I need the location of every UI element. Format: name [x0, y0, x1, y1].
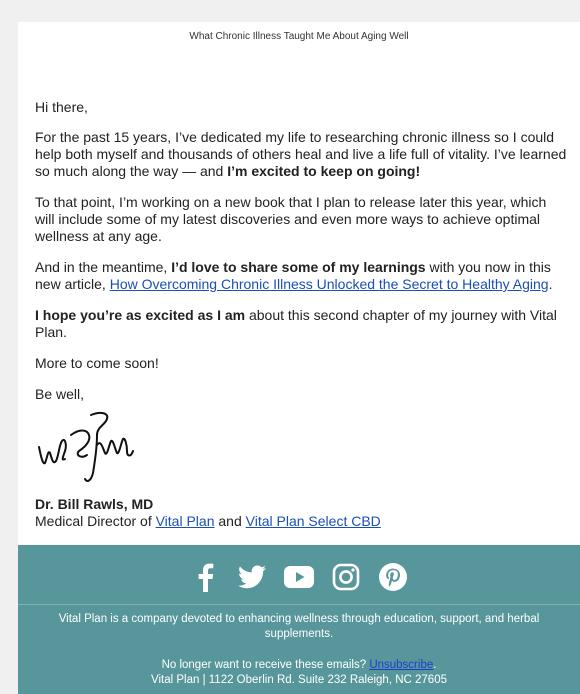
paragraph-intro-bold: I’m excited to keep on going!	[227, 163, 421, 179]
paragraph-chapter-text: about this second chapter of my journey with Vital Plan.	[35, 307, 557, 340]
sender-role-prefix: Medical Director of	[35, 513, 156, 529]
email-footer	[18, 545, 580, 694]
sender-name: Dr. Bill Rawls, MD	[35, 496, 154, 512]
facebook-icon[interactable]	[190, 562, 220, 592]
unsubscribe-link[interactable]: Unsubscribe	[369, 659, 434, 671]
sender-block	[35, 496, 568, 530]
paragraph-intro-text: For the past 15 years, I’ve dedicated my life to researching chronic illness so I could help both myself and thousands of others heal and live a life full of vitality. I’ve learned so much along the way — and	[35, 129, 567, 179]
article-link[interactable]: How Overcoming Chronic Illness Unlocked the Secret to Healthy Aging	[109, 276, 549, 292]
paragraph-article-bold: I’d love to share some of my learnings	[171, 259, 426, 275]
paragraph-intro	[35, 129, 568, 180]
paragraph-article	[35, 259, 568, 293]
preheader-text: What Chronic Illness Taught Me About Aging Well	[189, 31, 409, 42]
footer-unsub-suffix: .	[433, 659, 437, 671]
paragraph-article-start: And in the meantime,	[35, 259, 172, 275]
sender-role-and: and	[214, 513, 246, 529]
signature-image	[35, 405, 568, 487]
signoff: Be well,	[35, 386, 85, 402]
paragraph-book: To that point, I’m working on a new book that I plan to release later this year, which will include some of my latest discoveries and even more ways to achieve optimal wellness at any age.	[35, 194, 547, 244]
footer-unsub-prefix: No longer want to receive these emails?	[161, 659, 370, 671]
paragraph-article-mid: with you now in this new article,	[35, 259, 551, 292]
email-body	[18, 22, 580, 694]
vital-plan-link[interactable]: Vital Plan	[155, 513, 215, 529]
pinterest-icon[interactable]	[378, 562, 408, 592]
social-links	[18, 561, 580, 593]
signature-icon	[35, 405, 135, 487]
paragraph-chapter	[35, 307, 568, 341]
youtube-icon[interactable]	[284, 562, 314, 592]
paragraph-article-end: .	[548, 276, 553, 292]
vital-plan-cbd-link[interactable]: Vital Plan Select CBD	[245, 513, 381, 529]
twitter-icon[interactable]	[237, 562, 267, 592]
footer-tagline: Vital Plan is a company devoted to enhancing wellness through education, support, and herbal supplements.	[58, 613, 540, 640]
email-content	[18, 99, 580, 530]
footer-text	[18, 605, 580, 688]
paragraph-chapter-bold: I hope you’re as excited as I am	[35, 307, 246, 323]
paragraph-more: More to come soon!	[35, 355, 159, 371]
greeting: Hi there,	[35, 99, 88, 115]
sender-role	[35, 513, 568, 530]
footer-address: Vital Plan | 1122 Oberlin Rd. Suite 232 Raleigh, NC 27605	[151, 674, 447, 686]
instagram-icon[interactable]	[331, 562, 361, 592]
footer-unsubscribe-line	[58, 658, 540, 673]
